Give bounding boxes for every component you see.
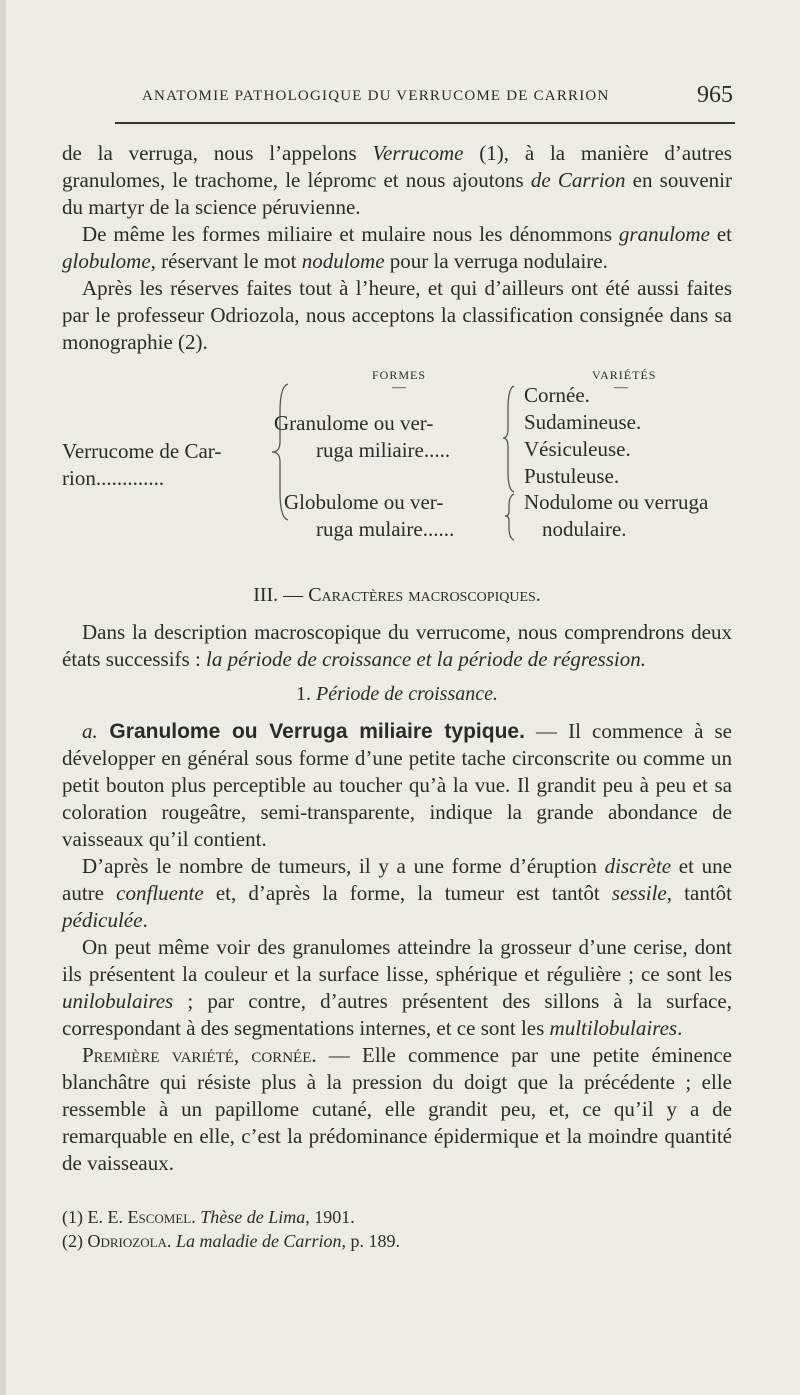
varietes-heading: VARIÉTÉS: [592, 368, 657, 382]
section-title: III. — Caractères macroscopiques.: [253, 584, 541, 606]
running-title: ANATOMIE PATHOLOGIQUE DU VERRUCOME DE CARRION: [142, 88, 610, 104]
footnote-2: (2) Odriozola. La maladie de Carrion, p. 189.: [62, 1231, 400, 1251]
paragraph-6: D’après le nombre de tumeurs, il y a une forme d’éruption discrète et une autre confluente et, d’après la forme, la tumeur est tantôt sessile, tantôt pédiculée.: [62, 854, 732, 932]
page-number: 965: [697, 82, 733, 108]
form1-brace: [502, 384, 520, 494]
variety-nodulome-line-2: nodulaire.: [542, 517, 627, 541]
variety-sudamineuse: Sudamineuse.: [524, 410, 642, 434]
root-line-1: Verrucome de Car-: [62, 439, 222, 463]
formes-heading: FORMES: [372, 368, 427, 382]
form2-brace: [504, 492, 518, 542]
paragraph-8: Première variété, cornée. — Elle commence par une petite éminence blanchâtre qui résiste plus à la pression du doigt que la précédente ; elle ressemble à un papillome cutané, elle grandit peu, et, ce qu’il y a de remarquable en elle, c’est la prédominance épidermique et la moindre quantité de vaisseaux.: [62, 1043, 732, 1175]
variety-nodulome-line-1: Nodulome ou verruga: [524, 490, 709, 514]
page-binding-edge: [0, 0, 6, 1395]
paragraph-5: a. Granulome ou Verruga miliaire typique. — Il commence à se développer en général sous forme d’une petite tache circonscrite ou comme un petit bouton plus perceptible au toucher qu’à la vue. Il grandit peu à peu et sa coloration rougeâtre, semi-transparente, indique la grande abondance de vaisseaux qu’il contient.: [62, 719, 733, 851]
form1-line-2: ruga miliaire.....: [316, 438, 451, 462]
paragraph-7: On peut même voir des granulomes atteindre la grosseur d’une cerise, dont ils présentent la couleur et la surface lisse, sphérique et régulière ; ce sont les unilobulaires ; par contre, d’autres présentent des sillons à la surface, correspondant à des segmentations internes, et ce sont les multilobulaires.: [62, 935, 732, 1040]
root-line-2: rion.............: [62, 466, 165, 490]
formes-dash: —: [392, 380, 406, 395]
subsection-title: 1. Période de croissance.: [296, 683, 498, 705]
form2-line-2: ruga mulaire......: [316, 517, 455, 541]
paragraph-1: de la verruga, nous l’appelons Verrucome (1), à la manière d’autres granulomes, le trachome, le lépromc et nous ajoutons de Carrion en souvenir du martyr de la science péruvienne.: [62, 141, 732, 219]
footnotes: [62, 1205, 732, 1253]
paragraph-4: Dans la description macroscopique du verrucome, nous comprendrons deux états successifs : la période de croissance et la période de régression.: [62, 620, 732, 671]
paragraph-2: De même les formes miliaire et mulaire nous les dénommons granulome et globulome, réservant le mot nodulome pour la verruga nodulaire.: [62, 222, 732, 273]
form1-line-1: Granulome ou ver-: [274, 411, 434, 435]
variety-vesiculeuse: Vésiculeuse.: [524, 437, 631, 461]
footnote-1: (1) E. E. Escomel. Thèse de Lima, 1901.: [62, 1207, 355, 1227]
variety-cornee: Cornée.: [524, 383, 590, 407]
page-body: [62, 140, 732, 1253]
header-rule: [115, 122, 735, 124]
form2-line-1: Globulome ou ver-: [284, 490, 444, 514]
classification-table: [62, 362, 732, 572]
paragraph-3: Après les réserves faites tout à l’heure, et qui d’ailleurs ont été aussi faites par le professeur Odriozola, nous acceptons la classification consignée dans sa monographie (2).: [62, 276, 732, 354]
variety-pustuleuse: Pustuleuse.: [524, 464, 620, 488]
varietes-dash: —: [614, 380, 628, 395]
page-header: [0, 80, 800, 120]
